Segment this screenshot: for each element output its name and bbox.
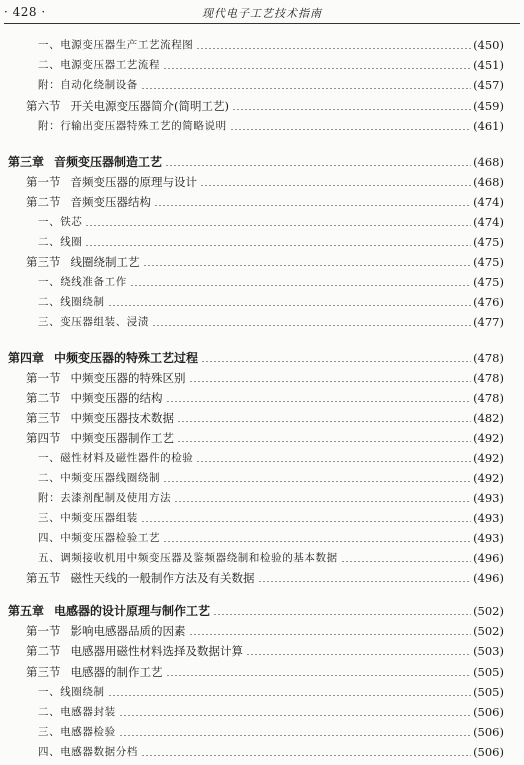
toc-entry-label: 线圈绕制工艺 bbox=[70, 255, 140, 269]
toc-entry-title bbox=[38, 471, 160, 485]
toc-page-number: (461) bbox=[473, 119, 504, 133]
toc-entry-label: 电感器的制作工艺 bbox=[70, 665, 163, 679]
toc-entry-title bbox=[26, 431, 174, 445]
toc-entry-title bbox=[26, 644, 243, 658]
toc-section-entry bbox=[26, 567, 504, 585]
toc-item-entry bbox=[38, 507, 504, 525]
toc-entry-number: 第四章 bbox=[8, 351, 45, 365]
toc-entry-number: 第三节 bbox=[26, 255, 61, 269]
toc-entry-label: 音频变压器制造工艺 bbox=[54, 155, 163, 169]
dot-leader bbox=[213, 614, 471, 615]
dot-leader bbox=[108, 695, 471, 696]
toc-entry-label: 一、电源变压器生产工艺流程图 bbox=[38, 39, 194, 51]
toc-section-entry bbox=[26, 407, 504, 425]
toc-page-number: (506) bbox=[473, 745, 504, 759]
toc-item-entry bbox=[38, 34, 504, 52]
toc-entry-title bbox=[38, 551, 338, 565]
dot-leader bbox=[166, 675, 472, 676]
toc-item-entry bbox=[38, 467, 504, 485]
toc-entry-number: 第一节 bbox=[26, 175, 61, 189]
toc-entry-title bbox=[38, 235, 82, 249]
dot-leader bbox=[165, 165, 471, 166]
toc-chapter-entry bbox=[8, 600, 504, 618]
toc-entry-title bbox=[26, 99, 229, 113]
toc-page-number: (475) bbox=[473, 235, 504, 249]
toc-entry-number: 第一节 bbox=[26, 624, 61, 638]
dot-leader bbox=[196, 461, 471, 462]
toc-page-number: (478) bbox=[473, 371, 504, 385]
toc-entry-number: 第三节 bbox=[26, 411, 61, 425]
toc-page-number: (482) bbox=[473, 411, 504, 425]
toc-entry-title bbox=[38, 531, 160, 545]
toc-entry-label: 中频变压器制作工艺 bbox=[70, 431, 174, 445]
toc-entry-label: 四、电感器数据分档 bbox=[38, 746, 138, 758]
toc-entry-title bbox=[38, 215, 82, 229]
dot-leader bbox=[130, 285, 471, 286]
toc-page-number: (502) bbox=[473, 624, 504, 638]
toc-item-entry bbox=[38, 701, 504, 719]
dot-leader bbox=[200, 185, 471, 186]
toc-entry-title bbox=[26, 571, 255, 585]
toc-entry-label: 电感器用磁性材料选择及数据计算 bbox=[70, 644, 243, 658]
toc-page-number: (457) bbox=[473, 78, 504, 92]
dot-leader bbox=[196, 48, 471, 49]
toc-section-entry bbox=[26, 191, 504, 209]
toc-entry-label: 附：自动化绕制设备 bbox=[38, 79, 138, 91]
toc-page-number: (502) bbox=[473, 604, 504, 618]
toc-item-entry bbox=[38, 741, 504, 759]
toc-entry-title bbox=[38, 78, 138, 92]
toc-entry-label: 中频变压器技术数据 bbox=[70, 411, 174, 425]
toc-page-number: (474) bbox=[473, 215, 504, 229]
toc-entry-label: 二、电感器封装 bbox=[38, 706, 116, 718]
dot-leader bbox=[166, 401, 472, 402]
toc-item-entry bbox=[38, 74, 504, 92]
dot-leader bbox=[85, 225, 471, 226]
toc-entry-number: 第三节 bbox=[26, 665, 61, 679]
dot-leader bbox=[341, 561, 471, 562]
header-rule bbox=[4, 23, 520, 24]
toc-item-entry bbox=[38, 231, 504, 249]
toc-entry-label: 开关电源变压器简介(简明工艺) bbox=[70, 99, 229, 113]
toc-page-number: (451) bbox=[473, 58, 504, 72]
toc-entry-label: 三、中频变压器组装 bbox=[38, 512, 138, 524]
toc-entry-title bbox=[38, 745, 138, 759]
toc-page-number: (459) bbox=[473, 99, 504, 113]
toc-item-entry bbox=[38, 721, 504, 739]
dot-leader bbox=[258, 581, 472, 582]
toc-section-entry bbox=[26, 640, 504, 658]
toc-entry-label: 一、绕线准备工作 bbox=[38, 276, 127, 288]
toc-page-number: (496) bbox=[473, 571, 504, 585]
toc-entry-label: 三、电感器检验 bbox=[38, 726, 116, 738]
toc-page-number: (492) bbox=[473, 471, 504, 485]
dot-leader bbox=[119, 735, 471, 736]
dot-leader bbox=[189, 634, 472, 635]
toc-entry-label: 五、调频接收机用中频变压器及鉴频器绕制和检验的基本数据 bbox=[38, 552, 338, 564]
toc-entry-title bbox=[38, 315, 149, 329]
toc-entry-number: 第六节 bbox=[26, 99, 61, 113]
toc-entry-number: 第五章 bbox=[8, 604, 45, 618]
toc-entry-label: 附：去漆剂配制及使用方法 bbox=[38, 492, 172, 504]
toc-page-number: (493) bbox=[473, 531, 504, 545]
toc-page-number: (468) bbox=[473, 155, 504, 169]
dot-leader bbox=[108, 305, 471, 306]
toc-page-number: (450) bbox=[473, 38, 504, 52]
toc-page-number: (505) bbox=[473, 685, 504, 699]
toc-item-entry bbox=[38, 547, 504, 565]
toc-section-entry bbox=[26, 427, 504, 445]
toc-item-entry bbox=[38, 271, 504, 289]
dot-leader bbox=[119, 715, 471, 716]
toc-page-number: (506) bbox=[473, 705, 504, 719]
toc-page-number: (493) bbox=[473, 491, 504, 505]
toc-item-entry bbox=[38, 681, 504, 699]
toc-item-entry bbox=[38, 115, 504, 133]
toc-entry-number: 第二节 bbox=[26, 195, 61, 209]
toc-entry-title bbox=[38, 38, 193, 52]
toc-entry-label: 影响电感器品质的因素 bbox=[70, 624, 186, 638]
toc-entry-title bbox=[26, 175, 197, 189]
toc-item-entry bbox=[38, 311, 504, 329]
toc-entry-label: 一、铁芯 bbox=[38, 216, 83, 228]
toc-entry-title bbox=[38, 511, 138, 525]
toc-entry-title bbox=[26, 624, 186, 638]
toc-page-number: (478) bbox=[473, 391, 504, 405]
toc-entry-number: 第四节 bbox=[26, 431, 61, 445]
dot-leader bbox=[174, 501, 471, 502]
dot-leader bbox=[141, 755, 471, 756]
toc-page-number: (476) bbox=[473, 295, 504, 309]
toc-section-entry bbox=[26, 661, 504, 679]
toc-entry-title bbox=[26, 665, 163, 679]
toc-chapter-entry bbox=[8, 347, 504, 365]
dot-leader bbox=[163, 541, 471, 542]
dot-leader bbox=[163, 481, 471, 482]
toc-section-entry bbox=[26, 251, 504, 269]
dot-leader bbox=[154, 205, 471, 206]
dot-leader bbox=[152, 325, 471, 326]
toc-page-number: (468) bbox=[473, 175, 504, 189]
toc-section-entry bbox=[26, 387, 504, 405]
toc-item-entry bbox=[38, 211, 504, 229]
toc-page-number: (493) bbox=[473, 511, 504, 525]
toc-chapter-entry bbox=[8, 151, 504, 169]
toc-entry-number: 第一节 bbox=[26, 371, 61, 385]
page-number: · 428 · bbox=[4, 5, 46, 19]
toc-entry-label: 中频变压器的特殊工艺过程 bbox=[54, 351, 199, 365]
toc-entry-title bbox=[26, 391, 163, 405]
running-title: 现代电子工艺技术指南 bbox=[202, 7, 322, 20]
toc-entry-label: 四、中频变压器检验工艺 bbox=[38, 532, 161, 544]
dot-leader bbox=[201, 361, 471, 362]
dot-leader bbox=[141, 521, 471, 522]
toc-entry-title bbox=[8, 604, 210, 618]
toc-entry-title bbox=[38, 705, 116, 719]
toc-entry-label: 中频变压器的特殊区别 bbox=[70, 371, 186, 385]
toc-item-entry bbox=[38, 527, 504, 545]
toc-item-entry bbox=[38, 291, 504, 309]
dot-leader bbox=[232, 109, 471, 110]
toc-item-entry bbox=[38, 54, 504, 72]
dot-leader bbox=[230, 129, 471, 130]
toc-entry-title bbox=[38, 685, 105, 699]
toc-page-number: (492) bbox=[473, 451, 504, 465]
toc-page-number: (496) bbox=[473, 551, 504, 565]
toc-entry-title bbox=[38, 275, 127, 289]
toc-entry-number: 第三章 bbox=[8, 155, 45, 169]
toc-item-entry bbox=[38, 487, 504, 505]
toc-entry-title bbox=[8, 155, 162, 169]
toc-entry-title bbox=[38, 119, 227, 133]
toc-entry-title bbox=[26, 195, 151, 209]
toc-entry-title bbox=[38, 451, 193, 465]
toc-entry-label: 中频变压器的结构 bbox=[70, 391, 163, 405]
toc-entry-number: 第五节 bbox=[26, 571, 61, 585]
toc-item-entry bbox=[38, 447, 504, 465]
toc-page-number: (506) bbox=[473, 725, 504, 739]
toc-page-number: (474) bbox=[473, 195, 504, 209]
toc-entry-label: 二、线圈绕制 bbox=[38, 296, 105, 308]
toc-page-number: (503) bbox=[473, 644, 504, 658]
dot-leader bbox=[246, 654, 471, 655]
toc-section-entry bbox=[26, 620, 504, 638]
toc-entry-number: 第二节 bbox=[26, 391, 61, 405]
toc-page-number: (505) bbox=[473, 665, 504, 679]
dot-leader bbox=[143, 265, 472, 266]
toc-entry-title bbox=[38, 491, 171, 505]
toc-entry-label: 二、线圈 bbox=[38, 236, 83, 248]
page-header bbox=[0, 0, 524, 28]
toc-section-entry bbox=[26, 95, 504, 113]
toc-entry-label: 一、磁性材料及磁性器件的检验 bbox=[38, 452, 194, 464]
toc-entry-label: 二、中频变压器线圈绕制 bbox=[38, 472, 161, 484]
toc-entry-label: 磁性天线的一般制作方法及有关数据 bbox=[70, 571, 255, 585]
toc-entry-label: 音频变压器结构 bbox=[70, 195, 151, 209]
toc-entry-title bbox=[26, 411, 174, 425]
toc-entry-number: 第二节 bbox=[26, 644, 61, 658]
toc-page-number: (492) bbox=[473, 431, 504, 445]
dot-leader bbox=[141, 88, 471, 89]
toc-entry-title bbox=[8, 351, 198, 365]
toc-entry-title bbox=[38, 295, 105, 309]
toc-entry-label: 音频变压器的原理与设计 bbox=[70, 175, 197, 189]
toc-page-number: (478) bbox=[473, 351, 504, 365]
toc-entry-label: 三、变压器组装、浸渍 bbox=[38, 316, 149, 328]
dot-leader bbox=[85, 245, 471, 246]
toc-section-entry bbox=[26, 171, 504, 189]
toc-page-number: (475) bbox=[473, 275, 504, 289]
toc-entry-title bbox=[38, 58, 160, 72]
toc-entry-title bbox=[38, 725, 116, 739]
dot-leader bbox=[189, 381, 472, 382]
dot-leader bbox=[177, 421, 471, 422]
toc-page-number: (475) bbox=[473, 255, 504, 269]
toc-entry-title bbox=[26, 255, 140, 269]
dot-leader bbox=[177, 441, 471, 442]
toc-section-entry bbox=[26, 367, 504, 385]
dot-leader bbox=[163, 68, 471, 69]
toc-page-number: (477) bbox=[473, 315, 504, 329]
toc-entry-title bbox=[26, 371, 186, 385]
toc-entry-label: 电感器的设计原理与制作工艺 bbox=[54, 604, 211, 618]
toc-entry-label: 附：行输出变压器特殊工艺的简略说明 bbox=[38, 120, 227, 132]
toc-entry-label: 二、电源变压器工艺流程 bbox=[38, 59, 161, 71]
toc-entry-label: 一、线圈绕制 bbox=[38, 686, 105, 698]
